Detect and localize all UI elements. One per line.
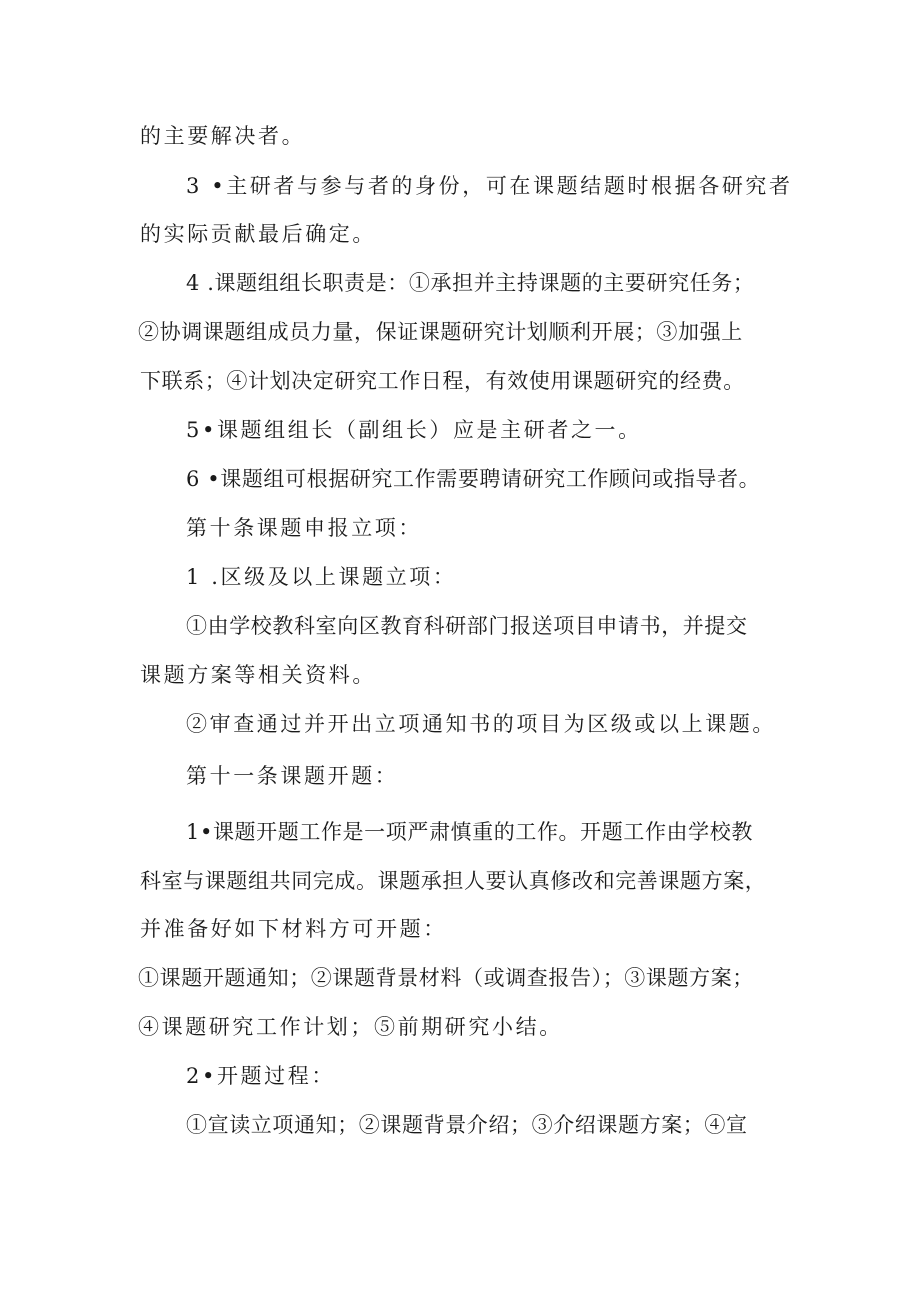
text-line: 1 .区级及以上课题立项： [186, 565, 457, 589]
text-line: 并准备好如下材料方可开题： [140, 917, 447, 941]
text-line: 的主要解决者。 [140, 124, 306, 148]
text-line: 的实际贡献最后确定。 [140, 222, 376, 246]
text-line: ①课题开题通知；②课题背景材料（或调查报告）；③课题方案； [138, 966, 754, 990]
text-line: ②协调课题组成员力量，保证课题研究计划顺利开展；③加强上 [138, 320, 743, 344]
text-line: 2•开题过程： [186, 1064, 335, 1088]
text-line: ④课题研究工作计划；⑤前期研究小结。 [138, 1015, 563, 1039]
text-line: ①宣读立项通知；②课题背景介绍；③介绍课题方案；④宣 [186, 1113, 748, 1137]
text-line: 科室与课题组共同完成。课题承担人要认真修改和完善课题方案， [140, 869, 767, 893]
text-line: 1•课题开题工作是一项严肃慎重的工作。开题工作由学校教 [186, 820, 753, 844]
text-line: 5•课题组组长（副组长）应是主研者之一。 [186, 418, 642, 442]
text-line: 3 •主研者与参与者的身份，可在课题结题时根据各研究者 [186, 174, 793, 198]
text-line: ①由学校教科室向区教育科研部门报送项目申请书，并提交 [186, 614, 748, 638]
text-line: 4 .课题组组长职责是：①承担并主持课题的主要研究任务； [186, 271, 755, 295]
text-line: 课题方案等相关资料。 [140, 663, 376, 687]
text-line: 第十条课题申报立项： [186, 516, 422, 540]
text-line: 下联系；④计划决定研究工作日程，有效使用课题研究的经费。 [140, 369, 745, 393]
text-line: ②审查通过并开出立项通知书的项目为区级或以上课题。 [186, 712, 776, 736]
text-line: 第十一条课题开题： [186, 764, 399, 788]
text-line: 6 •课题组可根据研究工作需要聘请研究工作顾问或指导者。 [186, 467, 761, 491]
